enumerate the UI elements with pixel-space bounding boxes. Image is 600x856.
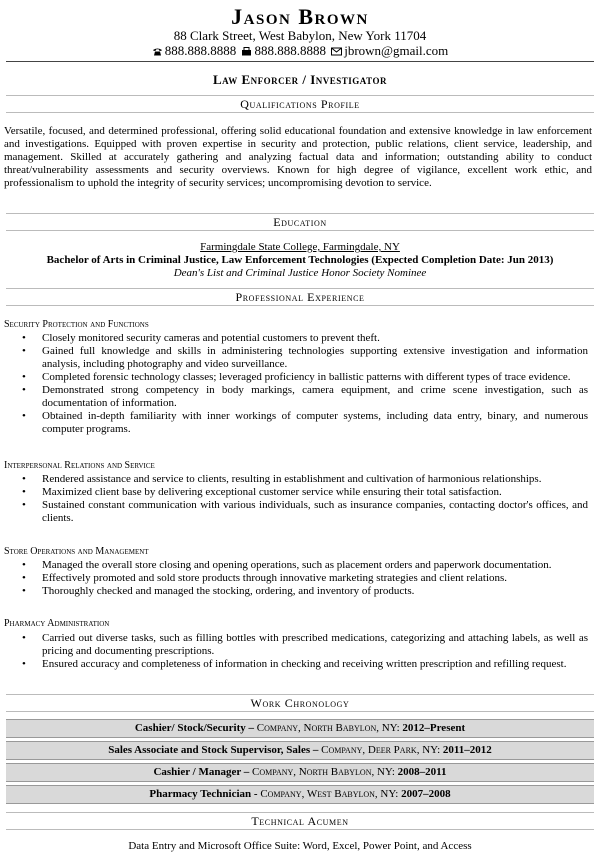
list-item: • Carried out diverse tasks, such as filling bottles with prescribed medications, categorizing and attaching labels, as well as pricing and documenting prescriptions. xyxy=(22,632,588,657)
job-company: Company, North Babylon, NY: xyxy=(256,722,400,734)
phone-icon xyxy=(152,47,163,56)
list-item: • Sustained constant communication with various individuals, such as insurance companies, contacting doctor's offices, and clients. xyxy=(22,499,588,524)
section-title: Professional Experience xyxy=(235,290,365,304)
list-item-text: Managed the overall store closing and opening operations, such as placement orders and paperwork documentation. xyxy=(42,559,552,571)
job-role: Sales Associate and Stock Supervisor, Sales – xyxy=(108,744,319,756)
job-role: Cashier / Manager – xyxy=(153,766,250,778)
phone-number[interactable]: 888.888.8888 xyxy=(164,43,237,58)
job-company: Company, Deer Park, NY: xyxy=(321,744,441,756)
job-entry xyxy=(6,785,594,804)
list-item-text: Gained full knowledge and skills in administering technologies supporting extensive investigation and information analysis, including photography and video surveillance. xyxy=(42,345,588,370)
profile-summary: Versatile, focused, and determined professional, offering solid educational foundation and extensive knowledge in law enforcement and investigations. Equipped with proven expertise in security and protection, public relations, client service, leadership, and management. Skilled at accurately gathering and analyzing factual data and information; outstanding ability to conduct threat/vulnerability assessments and security overviews. Known for high degree of vigilance, excellent work ethic, and professionalism to uphold the integrity of security services; uncompromising devotion to service. xyxy=(4,125,592,189)
job-company: Company, North Babylon, NY: xyxy=(252,766,395,778)
list-item-text: Carried out diverse tasks, such as filling bottles with prescribed medications, categorizing and attaching labels, as well as pricing and documenting prescriptions. xyxy=(42,632,588,657)
bullet-list xyxy=(22,473,588,525)
section-header-chronology xyxy=(6,694,594,712)
job-role: Pharmacy Technician - xyxy=(149,788,258,800)
envelope-icon xyxy=(331,47,342,56)
list-item: • Obtained in-depth familiarity with inner workings of computer systems, including data entry, binary, and numerous computer programs. xyxy=(22,410,588,435)
section-title: Work Chronology xyxy=(250,696,350,710)
technical-skills: Data Entry and Microsoft Office Suite: Word, Excel, Power Point, and Access xyxy=(128,840,472,852)
section-header-technical xyxy=(6,812,594,830)
list-item: • Rendered assistance and service to clients, resulting in establishment and cultivation of harmonious relationships. xyxy=(22,473,542,485)
list-item: • Completed forensic technology classes; leveraged proficiency in ballistic patterns with different types of trace evidence. xyxy=(22,371,571,383)
list-item-text: Demonstrated strong competency in body markings, camera equipment, and crime scene investigation, such as documentation of information. xyxy=(42,384,588,409)
list-item-text: Maximized client base by delivering exceptional customer service while ensuring their total satisfaction. xyxy=(42,486,502,498)
experience-subheading: Security Protection and Functions xyxy=(4,319,149,330)
list-item-text: Closely monitored security cameras and potential customers to prevent theft. xyxy=(42,332,380,344)
job-entry xyxy=(6,763,594,782)
contact-line xyxy=(0,43,600,58)
bullet-list xyxy=(22,559,588,598)
fax-icon xyxy=(241,47,252,56)
list-item: • Maximized client base by delivering exceptional customer service while ensuring their total satisfaction. xyxy=(22,486,502,498)
list-item-text: Ensured accuracy and completeness of information in checking and receiving written prescription and refilling request. xyxy=(42,658,567,670)
section-title: Qualifications Profile xyxy=(240,97,360,111)
candidate-name: Jason Brown xyxy=(231,4,369,29)
list-item: • Thoroughly checked and managed the stocking, ordering, and inventory of products. xyxy=(22,585,415,597)
section-header-qualifications xyxy=(6,95,594,113)
school-name: Farmingdale State College, Farmingdale, NY xyxy=(200,241,400,253)
list-item: • Gained full knowledge and skills in administering technologies supporting extensive investigation and information analysis, including photography and video surveillance. xyxy=(22,345,588,370)
list-item: • Closely monitored security cameras and potential customers to prevent theft. xyxy=(22,332,380,344)
job-dates: 2007–2008 xyxy=(401,788,451,800)
job-dates: 2011–2012 xyxy=(442,744,492,756)
fax-number[interactable]: 888.888.8888 xyxy=(254,43,326,58)
honors: Dean's List and Criminal Justice Honor Society Nominee xyxy=(173,267,427,279)
professional-title: Law Enforcer / Investigator xyxy=(213,72,387,87)
list-item: • Ensured accuracy and completeness of information in checking and receiving written prescription and refilling request. xyxy=(22,658,567,670)
job-company: Company, West Babylon, NY: xyxy=(260,788,399,800)
list-item-text: Sustained constant communication with various individuals, such as insurance companies, contacting doctor's offices, and clients. xyxy=(42,499,588,524)
list-item-text: Obtained in-depth familiarity with inner workings of computer systems, including data entry, binary, and numerous computer programs. xyxy=(42,410,588,435)
address: 88 Clark Street, West Babylon, New York 11704 xyxy=(173,28,427,43)
section-header-education xyxy=(6,213,594,231)
divider xyxy=(6,61,594,62)
degree: Bachelor of Arts in Criminal Justice, Law Enforcement Technologies (Expected Completion Date: Jun 2013) xyxy=(46,254,554,266)
experience-subheading: Interpersonal Relations and Service xyxy=(4,460,155,471)
school xyxy=(0,241,600,254)
list-item: • Managed the overall store closing and opening operations, such as placement orders and paperwork documentation. xyxy=(22,559,552,571)
job-entry xyxy=(6,719,594,738)
list-item-text: Effectively promoted and sold store products through innovative marketing strategies and client relations. xyxy=(42,572,508,584)
email-link[interactable]: jbrown@gmail.com xyxy=(344,43,449,58)
job-entry xyxy=(6,741,594,760)
list-item-text: Thoroughly checked and managed the stocking, ordering, and inventory of products. xyxy=(42,585,415,597)
list-item: • Effectively promoted and sold store products through innovative marketing strategies and client relations. xyxy=(22,572,508,584)
list-item: • Demonstrated strong competency in body markings, camera equipment, and crime scene investigation, such as documentation of information. xyxy=(22,384,588,409)
experience-subheading: Store Operations and Management xyxy=(4,546,149,557)
bullet-list xyxy=(22,632,588,671)
bullet-list xyxy=(22,332,588,436)
section-title: Education xyxy=(273,215,327,229)
job-role: Cashier/ Stock/Security – xyxy=(134,722,255,734)
section-header-experience xyxy=(6,288,594,306)
list-item-text: Rendered assistance and service to clients, resulting in establishment and cultivation of harmonious relationships. xyxy=(42,473,542,485)
job-dates: 2008–2011 xyxy=(397,766,447,778)
experience-subheading: Pharmacy Administration xyxy=(4,618,110,629)
section-title: Technical Acumen xyxy=(251,814,349,828)
list-item-text: Completed forensic technology classes; leveraged proficiency in ballistic patterns with different types of trace evidence. xyxy=(42,371,571,383)
job-dates: 2012–Present xyxy=(402,722,466,734)
